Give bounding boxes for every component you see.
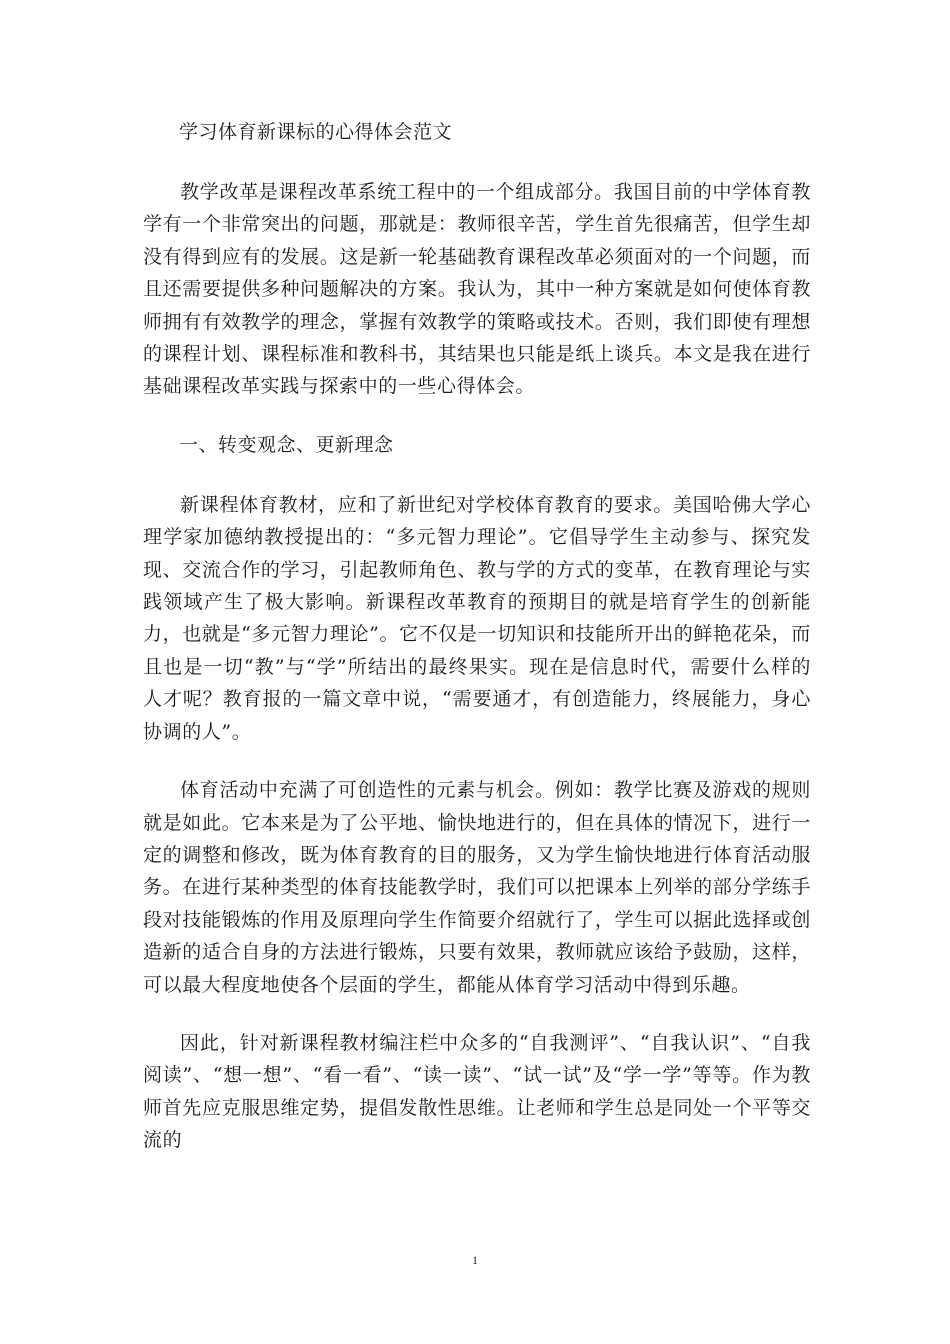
paragraph-creativity: 体育活动中充满了可创造性的元素与机会。例如：教学比赛及游戏的规则就是如此。它本来是为了公平地、愉快地进行的，但在具体的情况下，进行一定的调整和修改，既为体育教育的目的服务，又为学生愉快地进行体育活动服务。在进行某种类型的体育技能教学时，我们可以把课本上列举的部分学练手段对技能锻炼的作用及原理向学生作简要介绍就行了，学生可以据此选择或创造新的适合自身的方法进行锻炼，只要有效果，教师就应该给予鼓励，这样，可以最大程度地使各个层面的学生，都能从体育学习活动中得到乐趣。	[143, 779, 811, 996]
paragraph-intro: 教学改革是课程改革系统工程中的一个组成部分。我国目前的中学体育教学有一个非常突出的问题，那就是：教师很辛苦，学生首先很痛苦，但学生却没有得到应有的发展。这是新一轮基础教育课程改革必须面对的一个问题，而且还需要提供多种问题解决的方案。我认为，其中一种方案就是如何使体育教师拥有有效教学的理念，掌握有效教学的策略或技术。否则，我们即使有理想的课程计划、课程标准和教科书，其结果也只能是纸上谈兵。本文是我在进行基础课程改革实践与探索中的一些心得体会。	[143, 181, 811, 398]
document-body	[143, 116, 811, 1183]
paragraph-teaching-thinking: 因此，针对新课程教材编注栏中众多的“自我测评”、“自我认识”、“自我阅读”、“想一想”、“看一看”、“读一读”、“试一试”及“学一学”等等。作为教师首先应克服思维定势，提倡发散性思维。让老师和学生总是同处一个平等交流的	[143, 1031, 811, 1152]
page-number: 1	[472, 1253, 478, 1267]
section-heading: 一、转变观念、更新理念	[179, 433, 394, 456]
document-title: 学习体育新课标的心得体会范文	[179, 121, 453, 143]
paragraph-multiple-intelligence: 新课程体育教材，应和了新世纪对学校体育教育的要求。美国哈佛大学心理学家加德纳教授提出的：“多元智力理论”。它倡导学生主动参与、探究发现、交流合作的学习，引起教师角色、教与学的方式的变革，在教育理论与实践领域产生了极大影响。新课程改革教育的预期目的就是培育学生的创新能力，也就是“多元智力理论”。它不仅是一切知识和技能所开出的鲜艳花朵，而且也是一切“教”与“学”所结出的最终果实。现在是信息时代，需要什么样的人才呢？教育报的一篇文章中说，“需要通才，有创造能力，终展能力，身心协调的人”。	[143, 493, 811, 743]
